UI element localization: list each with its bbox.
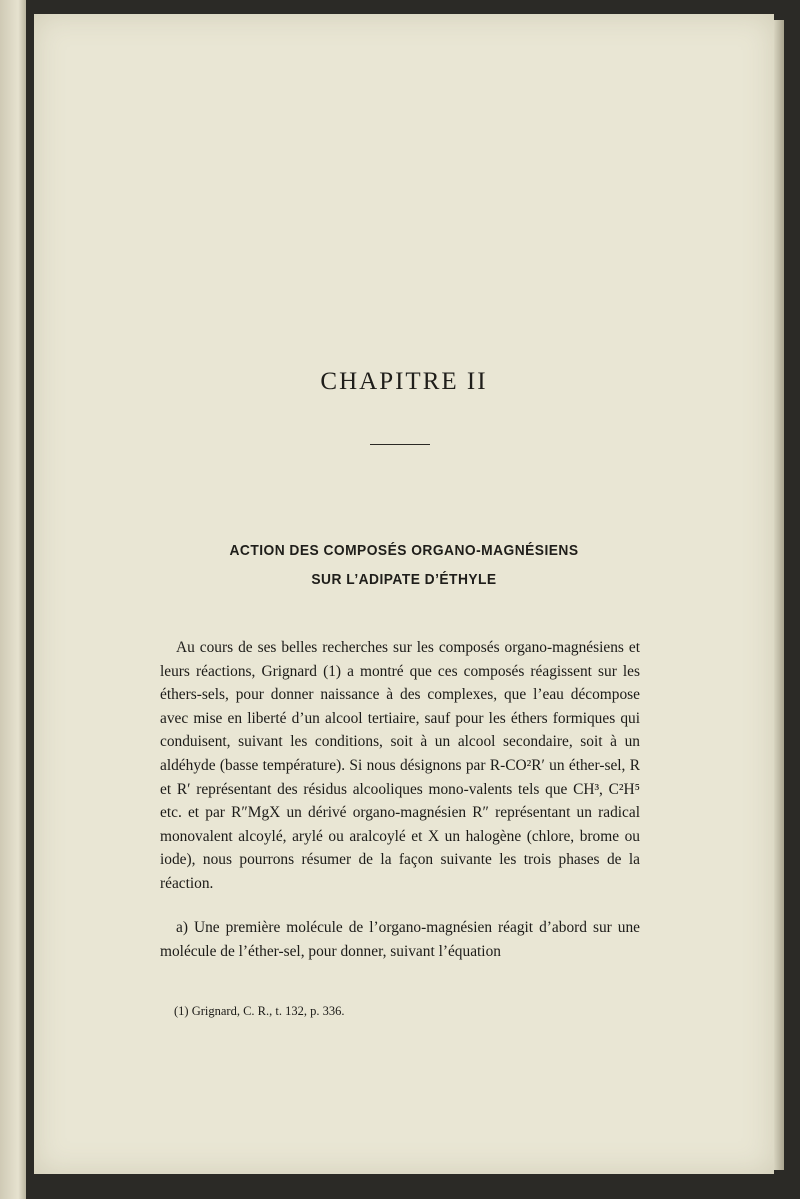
body-paragraph-1: Au cours de ses belles recherches sur les composés organo-magnésiens et leurs réactions, Grignard (1) a montré que ces composés réagissent sur les éthers-sels, pour donner naissance à des complexes, que l’eau décompose avec mise en liberté d’un alcool tertiaire, sauf pour les éthers formiques qui conduisent, suivant les conditions, soit à un alcool secondaire, soit à un aldéhyde (basse température). Si nous désignons par R-CO²R′ un éther-sel, R et R′ représentant des résidus alcooliques mono-valents tels que CH³, C²H⁵ etc. et par R″MgX un dérivé organo-magnésien R″ représentant un radical monovalent alcoylé, arylé ou aralcoylé et X un halogène (chlore, brome ou iode), nous pourrons résumer de la façon suivante les trois phases de la réaction. — [160, 639, 640, 892]
chapter-heading: CHAPITRE II — [320, 368, 488, 395]
footnote: (1) Grignard, C. R., t. 132, p. 336. — [174, 1004, 345, 1018]
section-title-line2: SUR L’ADIPATE D’ÉTHYLE — [311, 571, 497, 588]
left-page-edge — [0, 0, 26, 1199]
book-page — [34, 14, 774, 1174]
right-page-edge — [774, 20, 784, 1170]
body-paragraph-2: a) Une première molécule de l’organo-magnésien réagit d’abord sur une molécule de l’éther-sel, pour donner, suivant l’équation — [160, 919, 640, 960]
section-title-line1: ACTION DES COMPOSÉS ORGANO-MAGNÉSIENS — [229, 542, 579, 559]
heading-rule — [370, 444, 430, 445]
